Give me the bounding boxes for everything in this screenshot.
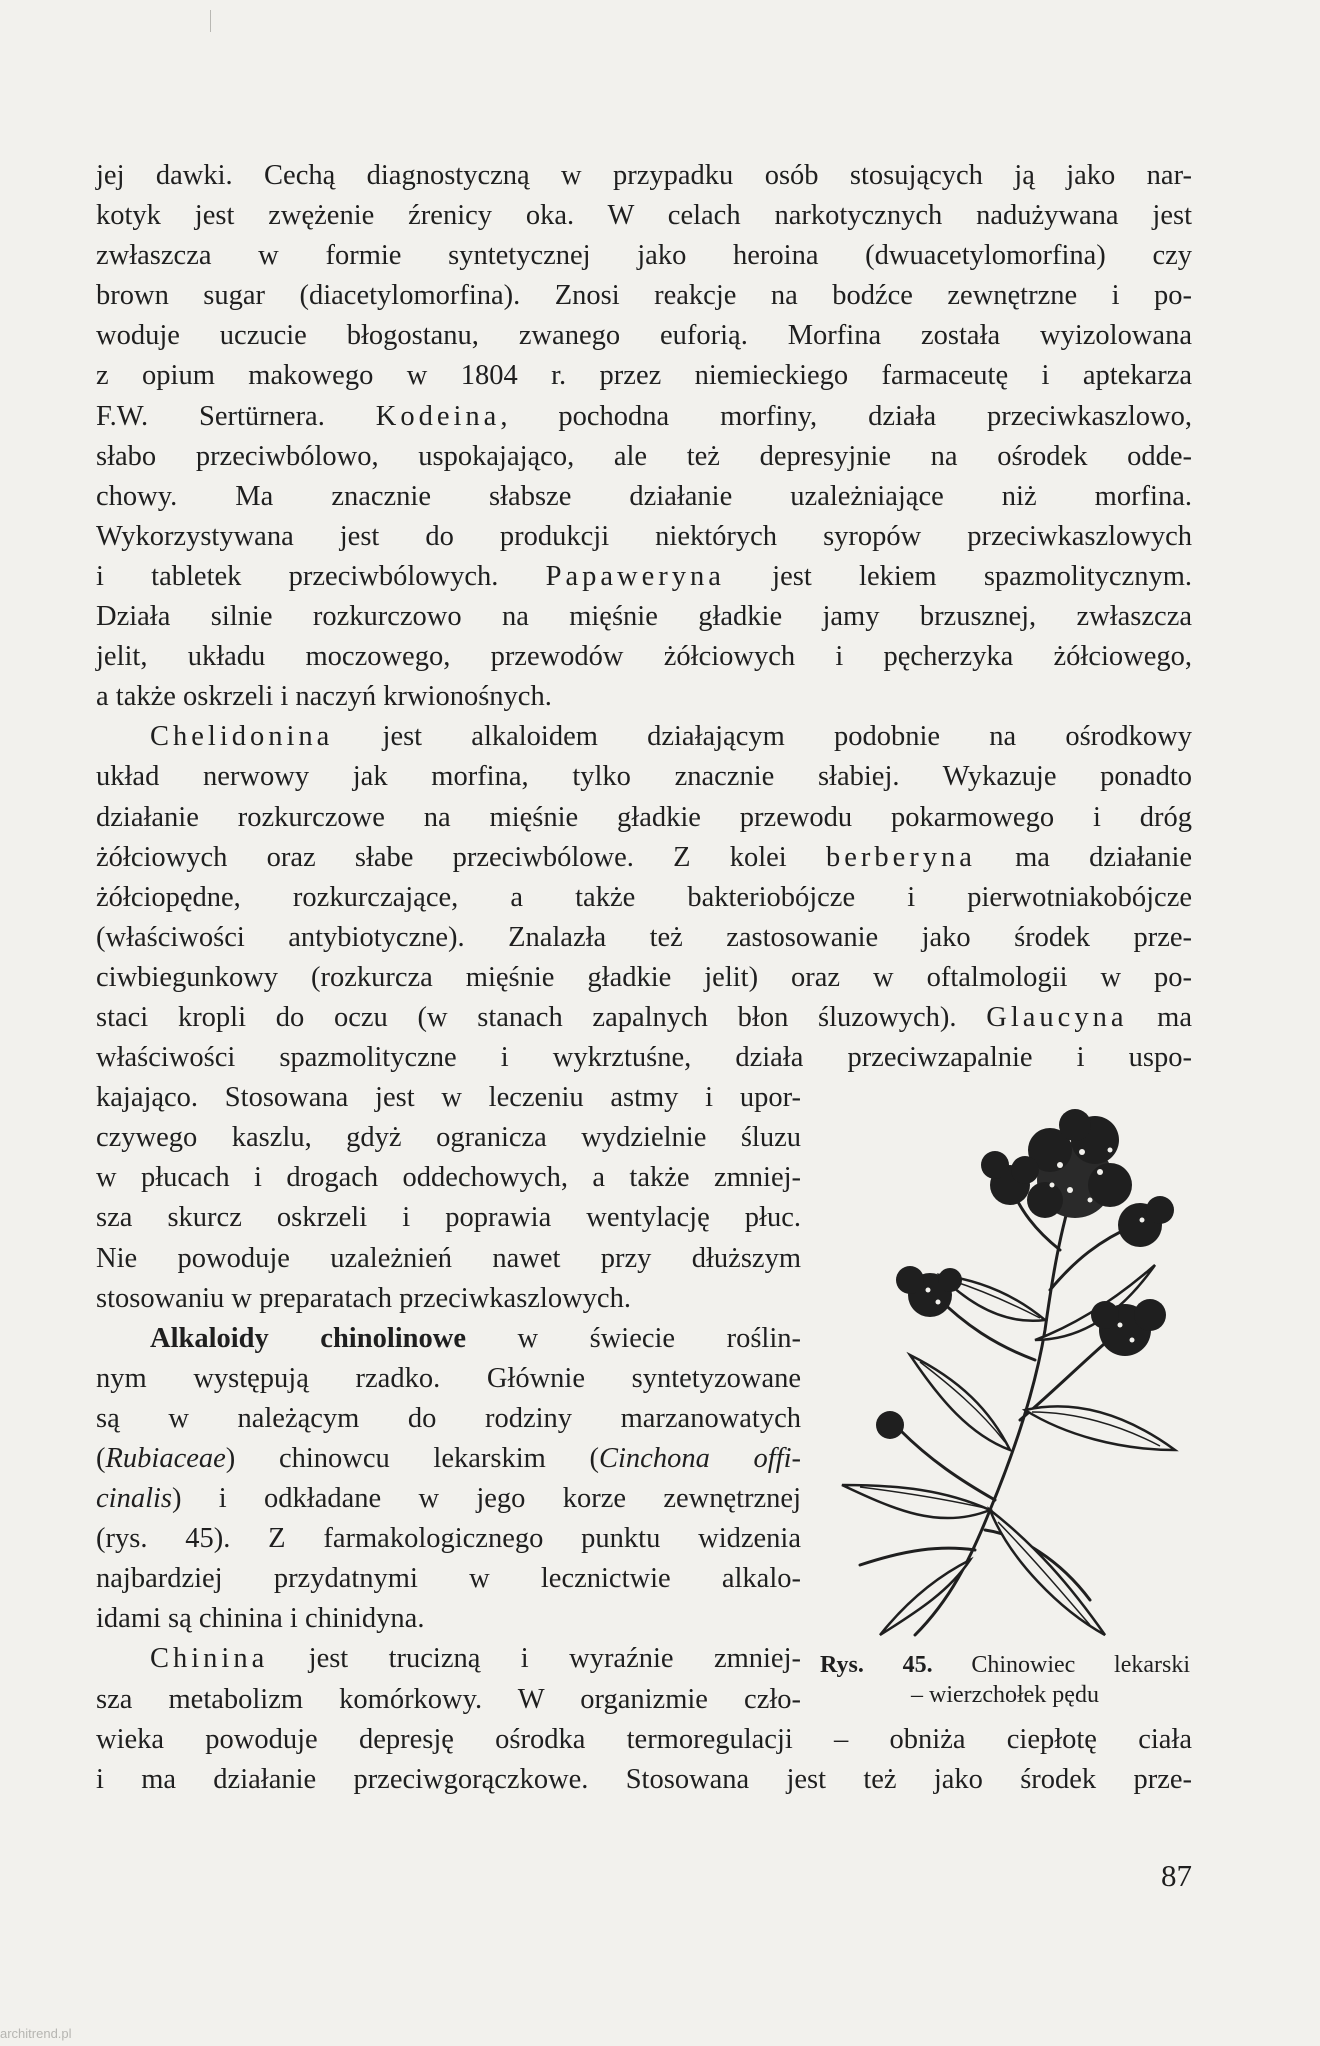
text-segment: ma działanie	[975, 841, 1193, 873]
text-line: czywego kaszlu, gdyż ogranicza wydzielnie śluzu	[96, 1122, 801, 1154]
plant-drawing	[820, 1090, 1220, 1650]
latin-name: Cinchona offi-	[599, 1443, 802, 1474]
caption-title: Chinowiec lekarski	[932, 1652, 1191, 1678]
text-segment: jest trucizną i wyraźnie zmniej-	[268, 1643, 801, 1675]
text-segment: jest alkaloidem działającym podobnie na ośrodkowy	[333, 721, 1192, 753]
text-line	[96, 557, 1192, 597]
text-line: (rys. 45). Z farmakologicznego punktu widzenia	[96, 1523, 801, 1555]
text-line	[96, 397, 1192, 437]
text-line: sza metabolizm komórkowy. W organizmie czło-	[96, 1683, 801, 1715]
leaf	[842, 1485, 990, 1518]
text-line	[96, 1439, 801, 1479]
caption-line	[820, 1650, 1190, 1680]
text-segment: w świecie roślin-	[466, 1322, 801, 1354]
text-segment: i tabletek przeciwbólowych.	[96, 560, 499, 592]
text-line	[96, 1639, 801, 1679]
term-papaweryna: Papaweryna	[545, 560, 725, 592]
text-line: Działa silnie rozkurczowo na mięśnie gładkie jamy brzusznej, zwłaszcza	[96, 601, 1192, 633]
text-line: nym występują rzadko. Głównie syntetyzowane	[96, 1362, 801, 1394]
text-line: brown sugar (diacetylomorfina). Znosi reakcje na bodźce zewnętrzne i po-	[96, 280, 1192, 312]
section-heading: Alkaloidy chinolinowe	[150, 1322, 466, 1354]
text-line	[96, 838, 1192, 878]
text-segment: F.W. Sertürnera.	[96, 400, 325, 432]
page-number: 87	[1161, 1858, 1192, 1893]
text-segment: staci kropli do oczu (w stanach zapalnych błon śluzowych).	[96, 1001, 957, 1033]
watermark: architrend.pl	[0, 2026, 72, 2041]
text-line: kajająco. Stosowana jest w leczeniu astmy i upor-	[96, 1082, 801, 1114]
text-line: jej dawki. Cechą diagnostyczną w przypadku osób stosujących ją jako nar-	[96, 160, 1192, 191]
term-chinina: Chinina	[150, 1643, 269, 1675]
text-line: stosowaniu w preparatach przeciwkaszlowych.	[96, 1282, 631, 1314]
text-line: są w należącym do rodziny marzanowatych	[96, 1402, 801, 1434]
caption-line: – wierzchołek pędu	[911, 1682, 1099, 1708]
term-kodeina: Kodeina	[375, 400, 501, 432]
flower-clusters	[876, 1109, 1174, 1439]
text-line: chowy. Ma znacznie słabsze działanie uzależniające niż morfina.	[96, 480, 1192, 512]
figure-caption	[820, 1650, 1190, 1710]
text-line: najbardziej przydatnymi w lecznictwie alkalo-	[96, 1563, 801, 1595]
text-segment: żółciowych oraz słabe przeciwbólowe. Z kolei	[96, 841, 787, 873]
binding-edge-line	[210, 10, 211, 32]
text-line	[96, 1319, 801, 1359]
text-line: idami są chinina i chinidyna.	[96, 1603, 425, 1635]
text-line: z opium makowego w 1804 r. przez niemieckiego farmaceutę i aptekarza	[96, 360, 1192, 392]
cinchona-illustration	[820, 1090, 1220, 1650]
text-line: kotyk jest zwężenie źrenicy oka. W celach narkotycznych nadużywana jest	[96, 200, 1192, 232]
text-line: żółciopędne, rozkurczające, a także bakteriobójcze i pierwotniakobójcze	[96, 881, 1192, 913]
text-line: układ nerwowy jak morfina, tylko znacznie słabiej. Wykazuje ponadto	[96, 761, 1192, 793]
leaf	[990, 1510, 1105, 1635]
text-segment: ma	[1127, 1001, 1193, 1033]
text-segment: ) chinowcu lekarskim (	[225, 1443, 599, 1474]
text-line: w płucach i drogach oddechowych, a także zmniej-	[96, 1162, 801, 1194]
latin-name: cinalis	[96, 1483, 172, 1515]
text-line: właściwości spazmolityczne i wykrztuśne, działa przeciwzapalnie i uspo-	[96, 1042, 1192, 1074]
text-line: zwłaszcza w formie syntetycznej jako heroina (dwuacetylomorfina) czy	[96, 240, 1192, 272]
leaf	[910, 1355, 1010, 1450]
caption-label: Rys. 45.	[820, 1652, 933, 1678]
text-line: jelit, układu moczowego, przewodów żółciowych i pęcherzyka żółciowego,	[96, 641, 1192, 673]
text-line	[96, 998, 1192, 1038]
latin-name: Rubiaceae	[105, 1443, 226, 1474]
text-segment: , pochodna morfiny, działa przeciwkaszlowo,	[500, 400, 1193, 432]
term-berberyna: berberyna	[825, 841, 976, 873]
text-line: (właściwości antybiotyczne). Znalazła też zastosowanie jako środek prze-	[96, 921, 1192, 953]
text-line: ciwbiegunkowy (rozkurcza mięśnie gładkie jelit) oraz w oftalmologii w po-	[96, 961, 1192, 993]
text-segment: ) i odkładane w jego korze zewnętrznej	[172, 1483, 801, 1515]
text-line	[96, 717, 1192, 757]
text-line: słabo przeciwbólowo, uspokajająco, ale też depresyjnie na ośrodek odde-	[96, 440, 1192, 472]
text-line: Nie powoduje uzależnień nawet przy dłuższym	[96, 1242, 801, 1274]
term-chelidonina: Chelidonina	[150, 721, 334, 753]
text-segment: jest lekiem spazmolitycznym.	[724, 560, 1192, 592]
text-line	[96, 1479, 801, 1519]
text-line: działanie rozkurczowe na mięśnie gładkie przewodu pokarmowego i dróg	[96, 801, 1192, 833]
text-line: i ma działanie przeciwgorączkowe. Stosowana jest też jako środek prze-	[96, 1763, 1192, 1795]
text-line: wieka powoduje depresję ośrodka termoregulacji – obniża ciepłotę ciała	[96, 1723, 1192, 1755]
term-glaucyna: Glaucyna	[986, 1001, 1128, 1033]
text-line: woduje uczucie błogostanu, zwanego euforią. Morfina została wyizolowana	[96, 320, 1192, 352]
text-line: sza skurcz oskrzeli i poprawia wentylację płuc.	[96, 1202, 801, 1234]
text-line: a także oskrzeli i naczyń krwionośnych.	[96, 681, 552, 713]
text-line: Wykorzystywana jest do produkcji niektórych syropów przeciwkaszlowych	[96, 520, 1192, 552]
text-segment: (	[96, 1443, 106, 1474]
